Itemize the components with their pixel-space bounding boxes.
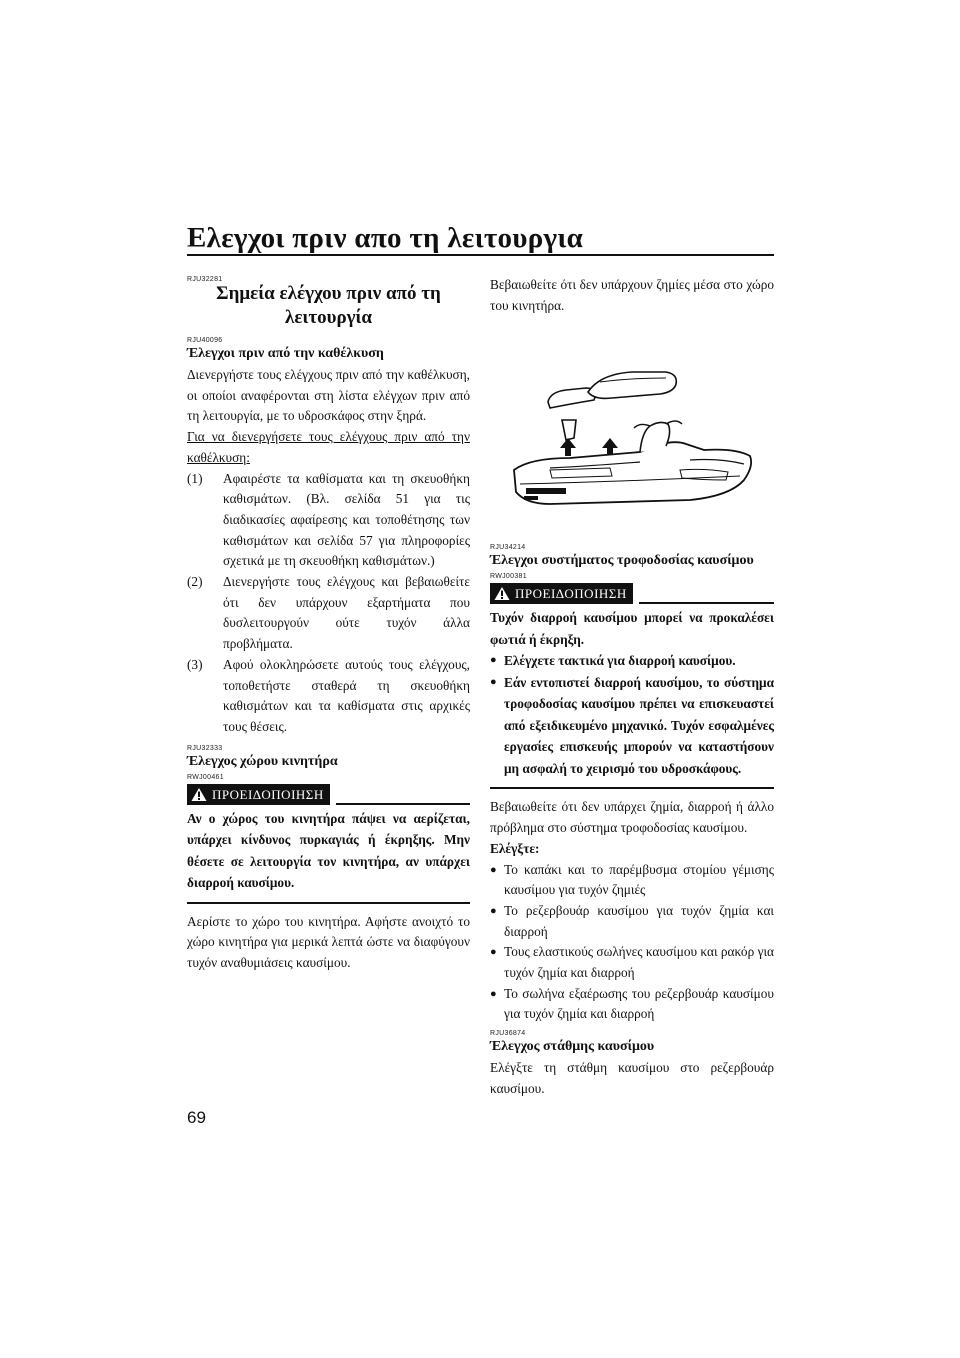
warning-label [490,583,633,604]
warning-header [490,583,774,604]
warning-bottom-rule [187,902,470,904]
check-item [490,901,774,942]
step-text: Αφαιρέστε τα καθίσματα και τη σκευοθήκη καθισμάτων. (Βλ. σελίδα 51 για τις διαδικασίες αφαίρεσης και τοποθέτησης των καθισμάτων και σελίδα 57 για πληροφορίες σχετικά με τη σκευοθήκη καθισμάτων.) [223,470,470,569]
warning-bullet-text: Ελέγχετε τακτικά για διαρροή καυσίμου. [504,653,736,669]
watercraft-hull [514,421,751,504]
warning-header [187,784,470,805]
step-text: Διενεργήστε τους ελέγχους και βεβαιωθείτε ότι δεν υπάρχουν εξαρτήματα που δυσλειτουργούν ούτε τυχόν άλλα προβλήματα. [223,574,470,652]
section-title [187,282,470,330]
step-number: (3) [187,656,203,672]
step-item [187,655,470,738]
step-number: (1) [187,470,203,486]
check-item-text: Το σωλήνα εξαέρωσης του ρεζερβουάρ καυσίμου για τυχόν ζημία και διαρροή [504,985,774,1022]
engine-paragraph: Αερίστε το χώρο του κινητήρα. Αφήστε ανοιχτό το χώρο κινητήρα για μερικά λεπτά ώστε να διαφύγουν τυχόν αναθυμιάσεις καυσίμου. [187,913,470,971]
towing-underline-text: Για να διενεργήσετε τους ελέγχους πριν από την καθέλκυση: [187,429,470,465]
fuel-warning-content [490,604,774,779]
check-label: Ελέγξτε: [490,840,540,856]
page-header-title: Ελεγχοι πριν απο τη λειτουργια [187,222,584,254]
engine-warning-box [187,784,470,904]
page-number: 69 [187,1108,206,1127]
warning-triangle-icon [494,586,510,601]
fuel-level-paragraph: Ελέγξτε τη στάθμη καυσίμου στο ρεζερβουάρ καυσίμου. [490,1060,774,1096]
fuel-system-title: Έλεγχοι συστήματος τροφοδοσίας καυσίμου [490,553,754,569]
warning-label-text: ΠΡΟΕΙΔΟΠΟΙΗΣΗ [212,786,324,802]
step-text: Αφού ολοκληρώσετε αυτούς τους ελέγχους, τοποθετήστε σταθερά τη σκευοθήκη καθισμάτων και τα καθίσματα στις αρχικές τους θέσεις. [223,656,470,734]
seat-icon [548,372,676,408]
arrow-up-icon [560,438,576,456]
check-item-text: Το ρεζερβουάρ καυσίμου για τυχόν ζημία και διαρροή [504,902,774,939]
right-column [490,275,774,1100]
engine-intro-paragraph: Βεβαιωθείτε ότι δεν υπάρχουν ζημίες μέσα στο χώρο του κινητήρα. [490,277,774,313]
section-title-line-2: λειτουργία [284,307,372,328]
step-number: (2) [187,574,203,590]
check-item-text: Τους ελαστικούς σωλήνες καυσίμου και ρακόρ για τυχόν ζημία και διαρροή [504,944,774,981]
bullet-icon: ● [490,904,497,917]
warning-bullet [490,672,774,780]
warning-bullet-text: Εάν εντοπιστεί διαρροή καυσίμου, το σύστημα τροφοδοσίας καυσίμου πρέπει να επισκευαστεί από εξειδικευμένο μηχανικό. Τυχόν εσφαλμένες εργασίες επισκευής μπορούν να καταστήσουν μη ασφαλή το χειρισμό του υδροσκάφους. [504,674,774,776]
check-item [490,860,774,901]
section-title-line-1: Σημεία ελέγχου πριν από τη [216,283,441,304]
check-item [490,942,774,983]
fuel-level-code: RJU36874 [490,1030,526,1038]
fuel-warning-box [490,583,774,789]
warning-label [187,784,330,805]
header-rule [187,254,774,256]
storage-tray-icon [562,420,576,440]
warning-bullet [490,650,774,672]
fuel-system-code: RJU34214 [490,544,526,552]
warning-label-text: ΠΡΟΕΙΔΟΠΟΙΗΣΗ [515,586,627,602]
bullet-icon: ● [490,987,497,1000]
step-item [187,572,470,655]
fuel-level-title: Έλεγχος στάθμης καυσίμου [490,1039,655,1055]
engine-code: RJU32333 [187,744,223,752]
towing-title: Έλεγχοι πριν από την καθέλκυση [187,346,384,361]
warning-bottom-rule [490,787,774,789]
engine-warning-text: Αν ο χώρος του κινητήρα πάψει να αερίζεται, υπάρχει κίνδυνος πυρκαγιάς ή έκρηξης. Μην θέσετε σε λειτουργία τον κινητήρα, αν υπάρχει διαρροή καυσίμου. [187,810,470,891]
step-item [187,469,470,573]
fuel-warning-code: RWJ00381 [490,573,527,581]
fuel-system-paragraph: Βεβαιωθείτε ότι δεν υπάρχει ζημία, διαρροή ή άλλο πρόβλημα στο σύστημα τροφοδοσίας καυσίμου. [490,799,774,836]
engine-title: Έλεγχος χώρου κινητήρα [187,753,338,769]
engine-warning-code: RWJ00461 [187,773,224,781]
check-item [490,984,774,1025]
warning-rule [336,803,470,805]
section-code: RJU32281 [187,276,223,283]
bullet-icon: ● [490,675,497,688]
towing-code: RJU40096 [187,337,223,344]
check-item-text: Το καπάκι και το παρέμβυσμα στομίου γέμισης καυσίμου για τυχόν ζημιές [504,861,774,898]
watercraft-engine-illustration [490,320,774,530]
bullet-icon: ● [490,946,497,959]
bullet-icon: ● [490,863,497,876]
bullet-icon: ● [490,654,497,667]
left-column [187,275,470,974]
fuel-warning-text: Τυχόν διαρροή καυσίμου μπορεί να προκαλέσει φωτιά ή έκρηξη. [490,610,774,647]
warning-rule [639,602,774,604]
warning-triangle-icon [191,787,207,802]
towing-paragraph: Διενεργήστε τους ελέγχους πριν από την καθέλκυση, οι οποίοι αναφέρονται στη λίστα ελέγχων πριν από τη λειτουργία, με το υδροσκάφος στην ξηρά. [187,367,470,424]
